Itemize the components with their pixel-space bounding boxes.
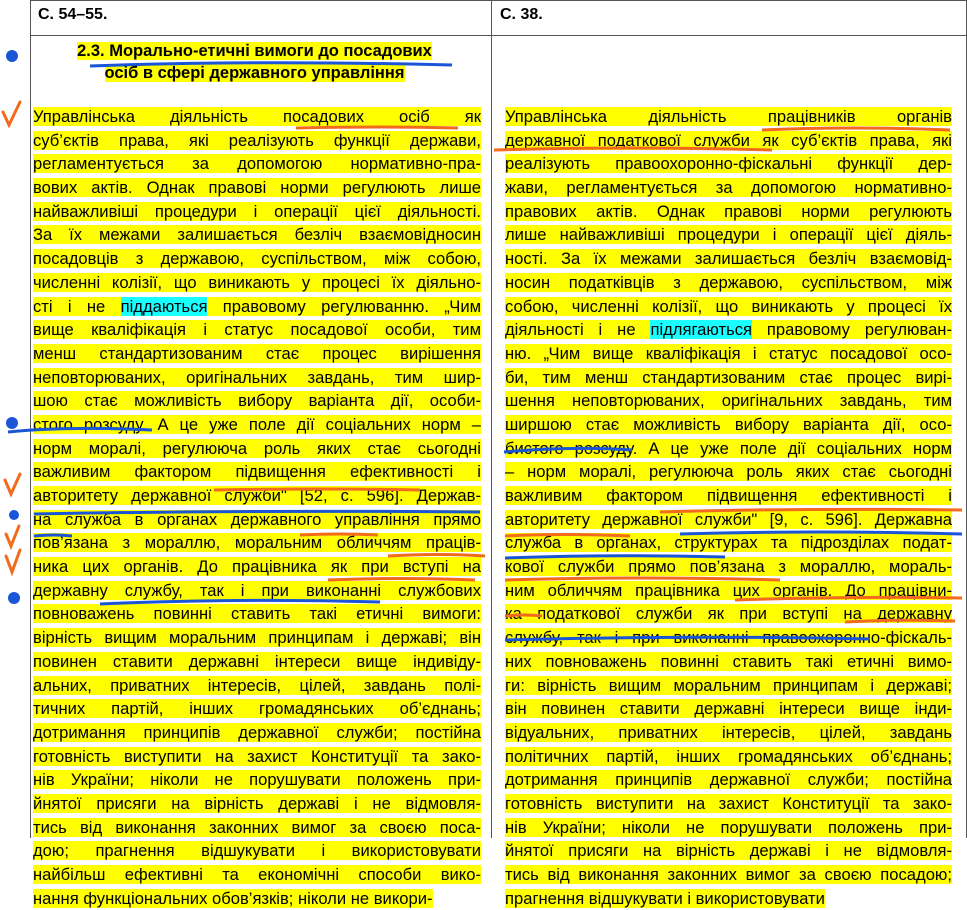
text-line [33, 792, 481, 816]
text-line [505, 413, 952, 437]
text-line [505, 697, 952, 721]
check-mark-icon [6, 550, 20, 572]
highlighted-text: лише найважливіші процедури і операції цієї діяль- [505, 225, 952, 245]
highlighted-text: правовому регулюван- [752, 320, 952, 340]
text-line [505, 129, 952, 153]
highlighted-text: повноважень повинні ставить такі етичні вимоги: [33, 604, 481, 624]
highlighted-text: тичних партій, інших громадянських об’єднань; [33, 699, 481, 719]
text-line [33, 531, 481, 555]
text-line [505, 508, 952, 532]
text-line [505, 437, 952, 461]
text-line [33, 768, 481, 792]
highlighted-text: собою, численні колізії, що виникають у процесі їх [505, 296, 952, 316]
highlighted-text: численні колізії, що виникають у процесі їх діяльно- [33, 272, 481, 292]
blue-dot-mark [9, 510, 19, 520]
highlighted-text: ка податкової служби як при вступі на державну [505, 604, 952, 624]
highlighted-text: ги: вірність вищим моральним принципам і державі; [505, 675, 952, 695]
highlighted-text: прагнення відшукувати і використовувати [505, 888, 825, 908]
text-line [505, 342, 952, 366]
text-line [505, 271, 952, 295]
highlighted-text: регламентується за допомогою нормативно-пра- [33, 154, 481, 174]
highlighted-text: вових актів. Однак правові норми регулюють лише [33, 178, 481, 198]
highlighted-text: відуальних, приватних інтересів, цілей, завдань [505, 722, 952, 742]
text-line [505, 366, 952, 390]
text-line [505, 176, 952, 200]
text-line [33, 721, 481, 745]
blue-dot-mark [6, 50, 18, 62]
text-line [33, 105, 481, 129]
highlighted-text: суб’єктів права, які реалізують функції держави, [33, 130, 481, 150]
text-line [33, 863, 481, 887]
cyan-highlighted-word: піддаються [120, 296, 208, 316]
text-line [505, 389, 952, 413]
text-line [33, 318, 481, 342]
text-line [505, 839, 952, 863]
section-title-line-2: осіб в сфері державного управління [104, 63, 405, 82]
highlighted-text: авторитету державної служби" [9, с. 596]. Державна [505, 509, 952, 529]
text-line [33, 460, 481, 484]
text-line [505, 650, 952, 674]
text-line [33, 555, 481, 579]
text-line [33, 437, 481, 461]
highlighted-text: ності. За їх межами залишається безліч взаємовід- [505, 249, 952, 269]
highlighted-text: би, тим менш стандартизованим стає процес вирі- [505, 367, 952, 387]
highlighted-text: служба в органах, структурах та підрозділах подат- [505, 533, 952, 553]
highlighted-text: нання функціональних обов’язків; ніколи не викори- [33, 888, 433, 908]
text-line [505, 223, 952, 247]
text-line [33, 674, 481, 698]
text-line [505, 863, 952, 887]
highlighted-text: дою; прагнення відшукувати і використовувати [33, 841, 481, 861]
highlighted-text: альних, приватних інтересів, цілей, завдань полі- [33, 675, 481, 695]
text-line [505, 531, 952, 555]
text-line [505, 247, 952, 271]
highlighted-text: йнятої присяги на вірність державі і не відмовля- [505, 841, 952, 861]
highlighted-text: державної податкової служби як суб’єктів права, які [505, 130, 952, 150]
text-line [505, 200, 952, 224]
highlighted-text: бистого розсуду. А це уже поле дії соціальних норм [505, 438, 952, 458]
highlighted-text: авторитету державної служби" [52, с. 596]. Держав- [33, 486, 481, 505]
right-column-text [505, 105, 952, 910]
check-mark-icon [3, 102, 20, 125]
highlighted-text: вище кваліфікація і статус посадової особи, тим [33, 320, 481, 340]
left-column-text [33, 105, 481, 910]
right-column-header: С. 38. [500, 6, 543, 23]
highlighted-text: жави, регламентується за допомогою нормативно- [505, 178, 952, 198]
text-line [505, 484, 952, 508]
text-line [33, 745, 481, 769]
highlighted-text: правових актів. Однак правові норми регулюють [505, 201, 952, 221]
highlighted-text: Управлінська діяльність працівників органів [505, 107, 952, 126]
text-line [33, 223, 481, 247]
highlighted-text: шення неповторюваних, оригінальних завдань, тим [505, 391, 952, 411]
text-line [33, 295, 481, 319]
highlighted-text: дотримання принципів державної служби; постійна [33, 722, 481, 742]
highlighted-text: політичних партій, інших громадянських об’єднань; [505, 746, 952, 766]
highlighted-text: норм моралі, регулююча роль яких стає сьогодні [33, 438, 481, 458]
highlighted-text: повинен ставити державні інтереси вище індивіду- [33, 651, 481, 671]
highlighted-text: важливим фактором підвищення ефективності і [33, 462, 481, 482]
table-border-left [30, 0, 31, 838]
highlighted-text: тись від виконання законних вимог за своєю поса- [33, 817, 481, 837]
highlighted-text: реалізують правоохоронно-фіскальні функції дер- [505, 154, 952, 174]
text-line [33, 484, 481, 508]
highlighted-text: найважливіші процедури і операції цієї діяльності. [33, 201, 481, 221]
highlighted-text: дотримання принципів державної служби; постійна [505, 770, 952, 790]
highlighted-text: найбільш ефективні та економічні способи вико- [33, 865, 481, 884]
text-line [33, 602, 481, 626]
text-line [33, 650, 481, 674]
highlighted-text: посадовців з державою, суспільством, між собою, [33, 249, 481, 269]
highlighted-text: сті і не [33, 296, 121, 316]
text-line [33, 887, 481, 910]
highlighted-text: він повинен ставити державні інтереси вище інди- [505, 699, 952, 719]
text-line [505, 152, 952, 176]
text-line [505, 460, 952, 484]
section-number: 2.3. [77, 42, 110, 60]
text-line [505, 105, 952, 129]
text-line [33, 626, 481, 650]
highlighted-text: – норм моралі, регулююча роль яких стає сьогодні [505, 462, 952, 482]
highlighted-text: менш стандартизованим стає процес вирішення [33, 343, 481, 363]
highlighted-text: кової служби прямо пов’язана з мораллю, мораль- [505, 557, 952, 577]
highlighted-text: них повноважень повинні ставить такі етичні вимо- [505, 651, 952, 671]
highlighted-text: носин податківців з державою, суспільством, між [505, 272, 952, 292]
text-line [505, 674, 952, 698]
highlighted-text: готовність виступити на захист Конституції та зако- [33, 746, 481, 766]
text-line [505, 555, 952, 579]
table-header-divider [30, 35, 967, 36]
text-line [505, 792, 952, 816]
highlighted-text: За їх межами залишається безліч взаємовідносин [33, 225, 481, 245]
text-line [33, 816, 481, 840]
text-line [33, 129, 481, 153]
highlighted-text: йнятої присяги на вірність державі і не відмовля- [33, 793, 481, 813]
text-line [505, 768, 952, 792]
text-line [505, 318, 952, 342]
text-line [505, 602, 952, 626]
text-line [505, 295, 952, 319]
text-line [33, 200, 481, 224]
text-line [33, 271, 481, 295]
text-line [33, 389, 481, 413]
text-line [505, 745, 952, 769]
highlighted-text: ним обличчям працівника цих органів. До працівни- [505, 580, 952, 600]
highlighted-text: ню. „Чим вище кваліфікація і статус посадової осо- [505, 343, 952, 363]
text-line [33, 697, 481, 721]
text-line [33, 176, 481, 200]
highlighted-text: важливим фактором підвищення ефективності і [505, 486, 952, 505]
text-line [505, 579, 952, 603]
text-line [33, 579, 481, 603]
cyan-highlighted-word: підлягаються [650, 320, 753, 340]
blue-dot-mark [8, 592, 20, 604]
text-line [33, 342, 481, 366]
highlighted-text: шою стає можливість вибору варіанта дії, особи- [33, 391, 481, 411]
highlighted-text: нів України; ніколи не порушувати положень при- [33, 770, 481, 790]
highlighted-text: ника цих органів. До працівника як при вступі на [33, 557, 481, 577]
check-mark-icon [6, 526, 19, 546]
blue-dot-mark [6, 417, 18, 429]
highlighted-text: вірність вищим моральним принципам і державі; він [33, 628, 481, 648]
highlighted-text: Управлінська діяльність посадових осіб як [33, 107, 481, 126]
highlighted-text: тись від виконання законних вимог за своєю посадою; [505, 865, 952, 884]
text-line [33, 413, 481, 437]
highlighted-text: ширшою стає можливість вибору варіанта дії, осо- [505, 414, 952, 434]
text-line [33, 247, 481, 271]
left-column-header: С. 54–55. [38, 6, 108, 23]
highlighted-text: готовність виступити на захист Конституції та зако- [505, 793, 952, 813]
highlighted-text: службу, так і при виконанні правоохоронно-фіскаль- [505, 628, 952, 648]
section-title [57, 41, 452, 84]
section-title-line-1: Морально-етичні вимоги до посадових [109, 42, 432, 60]
text-line [33, 839, 481, 863]
text-line [33, 366, 481, 390]
text-line [505, 816, 952, 840]
highlighted-text: на служба в органах державного управління прямо [33, 509, 481, 529]
table-border-top [30, 0, 967, 1]
highlighted-text: нів України; ніколи не порушувати положень при- [505, 817, 952, 837]
table-column-divider [491, 0, 492, 838]
highlighted-text: правовому регулюванню. „Чим [207, 296, 481, 316]
text-line [505, 626, 952, 650]
highlighted-text: стого розсуду. А це уже поле дії соціальних норм – [33, 414, 481, 434]
highlighted-text: діяльності і не [505, 320, 651, 340]
text-line [33, 152, 481, 176]
text-line [33, 508, 481, 532]
highlighted-text: пов’язана з мораллю, моральним обличчям праців- [33, 533, 481, 553]
highlighted-text: державну службу, так і при виконанні службових [33, 580, 481, 600]
text-line [505, 887, 952, 910]
highlighted-text: неповторюваних, оригінальних завдань, тим шир- [33, 367, 481, 387]
text-line [505, 721, 952, 745]
check-mark-icon [5, 474, 20, 494]
